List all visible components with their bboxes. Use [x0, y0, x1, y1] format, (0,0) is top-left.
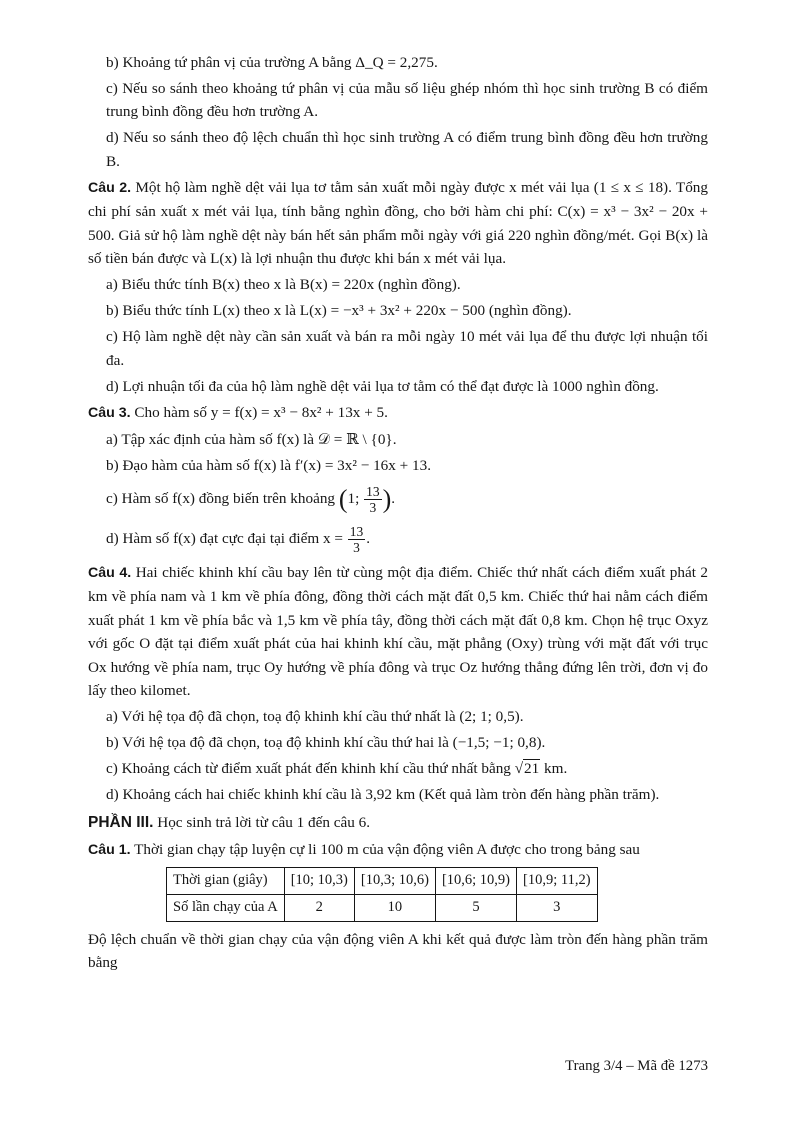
- q3-option-c-end: .: [391, 489, 396, 507]
- q3-option-d-text: d) Hàm số f(x) đạt cực đại tại điểm x =: [106, 530, 343, 547]
- left-paren: (: [338, 484, 348, 514]
- q4-option-d: d) Khoảng cách hai chiếc khinh khí cầu là 3,92 km (Kết quả làm tròn đến hàng phần trăm).: [106, 786, 660, 803]
- right-paren: ): [382, 484, 392, 514]
- question-3-stem: Cho hàm số y = f(x) = x³ − 8x² + 13x + 5.: [134, 403, 388, 421]
- table-cell: 3: [517, 894, 598, 921]
- q4-option-c-unit: km.: [544, 760, 568, 777]
- q2-option-d: d) Lợi nhuận tối đa của hộ làm nghề dệt vải lụa tơ tằm có thể đạt được là 1000 nghìn đồng.: [106, 377, 659, 395]
- table-cell: 5: [435, 894, 516, 921]
- table-row: [167, 867, 598, 894]
- question-2-stem: Một hộ làm nghề dệt vải lụa tơ tằm sản xuất mỗi ngày được x mét vải lụa (1 ≤ x ≤ 18). Tổng chi phí sản xuất x mét vải lụa, tính bằng nghìn đồng, cho bởi hàm chi phí: C(x) = x³ − 3x² − 20x + 500. Giả sử hộ làm nghề dệt này bán hết sản phẩm mỗi ngày với giá 220 nghìn đồng/mét. Gọi B(x) là số tiền bán được và L(x) là lợi nhuận thu được khi bán x mét vải lụa.: [88, 178, 708, 267]
- part-3-label: PHẦN III.: [88, 813, 154, 831]
- table-row: [167, 894, 598, 921]
- part3-question-1: [88, 838, 708, 863]
- part-3-instruction: Học sinh trả lời từ câu 1 đến câu 6.: [157, 813, 371, 831]
- part-3-header: [88, 811, 708, 835]
- table-header-cell: Thời gian (giây): [167, 867, 285, 894]
- q4-option-b: b) Với hệ tọa độ đã chọn, toạ độ khinh khí cầu thứ hai là (−1,5; −1; 0,8).: [106, 734, 546, 751]
- part3-question-1-label: Câu 1.: [88, 842, 131, 858]
- table-cell: [10,9; 11,2): [517, 867, 598, 894]
- q3-option-c-left: 1;: [347, 489, 360, 507]
- fraction: [348, 524, 366, 555]
- q2-option-a: a) Biểu thức tính B(x) theo x là B(x) = 220x (nghìn đồng).: [106, 276, 461, 293]
- question-4: [88, 561, 708, 703]
- q2-option-b: b) Biểu thức tính L(x) theo x là L(x) = −x³ + 3x² + 220x − 500 (nghìn đồng).: [106, 302, 572, 319]
- q4-option-a: a) Với hệ tọa độ đã chọn, toạ độ khinh khí cầu thứ nhất là (2; 1; 0,5).: [106, 708, 524, 725]
- fraction-denominator: 3: [353, 540, 360, 556]
- q3-option-d-end: .: [366, 530, 371, 547]
- fraction-denominator: 3: [369, 499, 377, 515]
- q1-option-c: c) Nếu so sánh theo khoảng tứ phân vị của mẫu số liệu ghép nhóm thì học sinh trường B có điểm trung bình đồng đều hơn trường A.: [106, 79, 708, 120]
- q2-option-c: c) Hộ làm nghề dệt này cần sản xuất và bán ra mỗi ngày 10 mét vải lụa để thu được lợi nhuận tối đa.: [106, 328, 708, 369]
- q3-option-a: a) Tập xác định của hàm số f(x) là 𝒟 = ℝ \ {0}.: [106, 430, 397, 448]
- table-cell: 2: [284, 894, 354, 921]
- question-3: [88, 401, 708, 426]
- fraction-numerator: 13: [366, 483, 380, 499]
- page-footer: Trang 3/4 – Mã đề 1273: [565, 1058, 708, 1074]
- fraction: [364, 484, 382, 515]
- frequency-table: [166, 867, 598, 922]
- table-cell: [10,3; 10,6): [354, 867, 435, 894]
- table-cell: 10: [354, 894, 435, 921]
- q1-option-b: b) Khoảng tứ phân vị của trường A bằng Δ_Q = 2,275.: [106, 53, 438, 71]
- question-4-stem: Hai chiếc khinh khí cầu bay lên từ cùng một địa điểm. Chiếc thứ nhất cách điểm xuất phát 2 km về phía nam và 1 km về phía đông, đồng thời cách mặt đất 0,5 km. Chiếc thứ hai nằm cách điểm xuất phát 1 km về phía bắc và 1,5 km về phía tây, đồng thời cách mặt đất 0,8 km. Chọn hệ trục Oxyz với gốc O đặt tại điểm xuất phát của hai khinh khí cầu, mặt phẳng (Oxy) trùng với mặt đất với trục Ox hướng về phía nam, trục Oy hướng về phía đông và trục Oz hướng thẳng đứng lên trời, đơn vị đo lấy theo kilomet.: [88, 563, 709, 699]
- table-header-cell: Số lần chạy của A: [167, 894, 285, 921]
- q3-option-b: b) Đạo hàm của hàm số f(x) là f′(x) = 3x² − 16x + 13.: [106, 456, 432, 474]
- sqrt-radicand: 21: [524, 760, 540, 777]
- part3-question-1-stem: Thời gian chạy tập luyện cự li 100 m của vận động viên A được cho trong bảng sau: [134, 841, 640, 858]
- table-cell: [10,6; 10,9): [435, 867, 516, 894]
- table-cell: [10; 10,3): [284, 867, 354, 894]
- q3-option-c-text: c) Hàm số f(x) đồng biến trên khoảng: [106, 489, 336, 507]
- q3-option-d: [88, 520, 708, 558]
- q4-option-c-text: c) Khoảng cách từ điểm xuất phát đến khinh khí cầu thứ nhất bằng: [106, 760, 511, 777]
- fraction-numerator: 13: [349, 524, 364, 540]
- question-2-label: Câu 2.: [88, 179, 132, 196]
- q4-option-c: c) Khoảng cách từ điểm xuất phát đến khinh khí cầu thứ nhất bằng √21 km.: [106, 760, 568, 777]
- part3-question-1-text: Độ lệch chuẩn về thời gian chạy của vận động viên A khi kết quả được làm tròn đến hàng phần trăm bằng: [88, 930, 708, 971]
- q3-option-c: [88, 480, 708, 518]
- question-4-label: Câu 4.: [88, 564, 132, 581]
- question-3-label: Câu 3.: [88, 404, 131, 421]
- q1-option-d: d) Nếu so sánh theo độ lệch chuẩn thì học sinh trường A có điểm trung bình đồng đều hơn trường B.: [106, 129, 708, 170]
- exam-page: [88, 48, 708, 975]
- question-2: [88, 176, 708, 271]
